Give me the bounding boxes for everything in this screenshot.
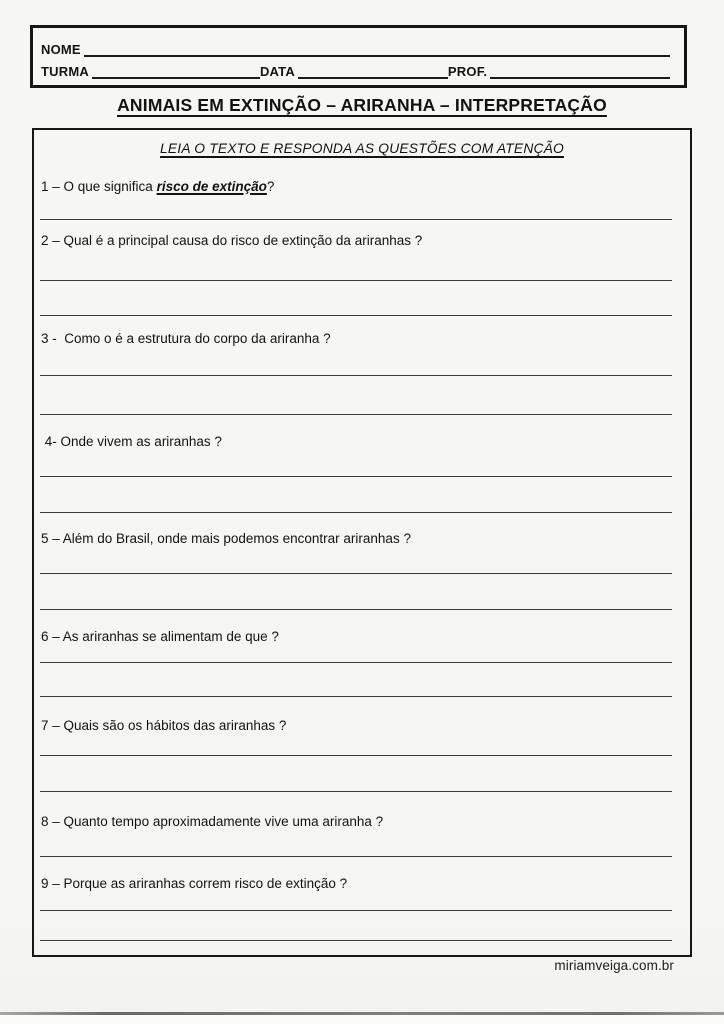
question-text (41, 330, 680, 347)
answer-line (40, 476, 672, 477)
answer-line (40, 609, 672, 610)
answer-line (40, 696, 672, 697)
answer-line (40, 940, 672, 941)
answer-line (40, 219, 672, 220)
date-label: DATA (259, 64, 295, 79)
teacher-blank-line (490, 64, 670, 79)
name-blank-line (84, 42, 670, 57)
question-text (41, 875, 680, 892)
class-blank-line (92, 64, 260, 79)
question-text (41, 530, 680, 547)
questions-box (32, 128, 692, 957)
class-date-teacher-row (41, 57, 670, 79)
date-blank-line (298, 64, 448, 79)
answer-line (40, 414, 672, 415)
question-text (41, 813, 680, 830)
scan-edge-band (0, 1015, 724, 1024)
instruction-text: LEIA O TEXTO E RESPONDA AS QUESTÕES COM ATENÇÃO (160, 141, 564, 156)
answer-line (40, 856, 672, 857)
question-suffix: ? (266, 179, 275, 194)
answer-line (40, 375, 672, 376)
student-info-box (30, 25, 687, 88)
class-label: TURMA (41, 64, 89, 79)
answer-line (40, 791, 672, 792)
name-row (41, 35, 670, 57)
name-label: NOME (41, 42, 81, 57)
question-text (41, 628, 680, 645)
question-text (41, 433, 680, 450)
worksheet-title: ANIMAIS EM EXTINÇÃO – ARIRANHA – INTERPRETAÇÃO (117, 95, 607, 115)
answer-line (40, 315, 672, 316)
answer-line (40, 662, 672, 663)
question-label: 9 – Porque as ariranhas correm risco de extinção ? (41, 876, 348, 891)
teacher-label: PROF. (447, 64, 488, 79)
question-label: 3 - Como o é a estrutura do corpo da ariranha ? (41, 331, 331, 346)
question-label: 8 – Quanto tempo aproximadamente vive uma ariranha ? (41, 814, 384, 829)
website-credit: miriamveiga.com.br (554, 958, 674, 973)
question-emphasis: risco de extinção (156, 179, 267, 194)
question-text (41, 232, 680, 249)
question-label: 4- Onde vivem as ariranhas ? (41, 434, 222, 449)
question-text (41, 178, 680, 195)
question-label: 1 – O que significa (41, 179, 157, 194)
question-label: 6 – As ariranhas se alimentam de que ? (41, 629, 279, 644)
answer-line (40, 512, 672, 513)
answer-line (40, 573, 672, 574)
answer-line (40, 280, 672, 281)
question-label: 5 – Além do Brasil, onde mais podemos encontrar ariranhas ? (41, 531, 411, 546)
question-label: 7 – Quais são os hábitos das ariranhas ? (41, 718, 287, 733)
question-label: 2 – Qual é a principal causa do risco de extinção da ariranhas ? (41, 233, 423, 248)
answer-line (40, 910, 672, 911)
answer-line (40, 755, 672, 756)
question-text (41, 717, 680, 734)
